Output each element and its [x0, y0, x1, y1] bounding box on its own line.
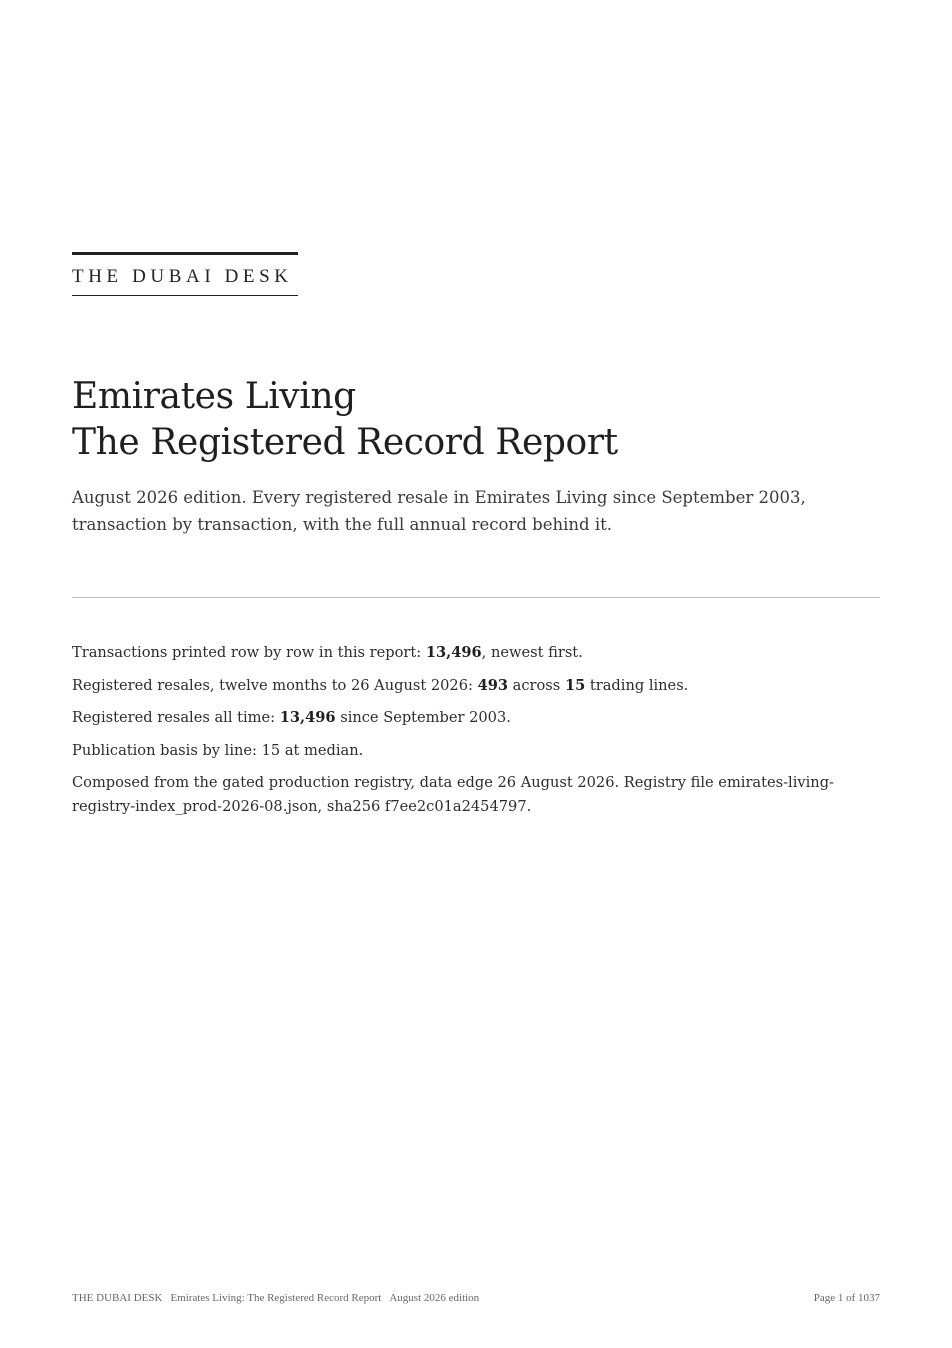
key-facts: [72, 641, 880, 828]
report-title: [72, 374, 618, 466]
report-intro: August 2026 edition. Every registered resale in Emirates Living since September 2003, transaction by transaction, with the full annual record behind it.: [72, 488, 806, 534]
report-title-line-2: The Registered Record Report: [72, 422, 618, 463]
footer-publication: THE DUBAI DESK: [72, 1292, 163, 1304]
masthead: [72, 252, 298, 296]
fact-all-time-count: 13,496: [279, 709, 336, 726]
fact-twelve-month-resales: [72, 674, 880, 698]
fact-twelve-month-suffix: trading lines.: [585, 676, 689, 694]
fact-twelve-month-lines: 15: [564, 676, 586, 694]
footer-edition: August 2026 edition: [389, 1292, 480, 1304]
footer-running-title: [72, 1291, 479, 1305]
masthead-name: THE DUBAI DESK: [72, 266, 293, 287]
fact-twelve-month-count: 493: [477, 676, 509, 694]
page-number: Page 1 of 1037: [813, 1292, 880, 1304]
fact-twelve-month-middle: across: [508, 676, 565, 694]
fact-printed-transactions: [72, 641, 880, 665]
fact-all-time-prefix: Registered resales all time:: [72, 709, 280, 726]
report-cover-page: [72, 0, 880, 1348]
fact-all-time-resales: [72, 706, 880, 730]
fact-data-source: Composed from the gated production registry, data edge 26 August 2026. Registry file emirates-living-registry-index_prod-2026-08.json, sha256 f7ee2c01a2454797.: [72, 774, 834, 815]
section-divider: [72, 597, 880, 598]
fact-publication-basis: Publication basis by line: 15 at median.: [72, 741, 364, 759]
fact-printed-count: 13,496: [425, 644, 482, 661]
fact-all-time-suffix: since September 2003.: [335, 709, 511, 726]
fact-printed-prefix: Transactions printed row by row in this report:: [72, 644, 426, 661]
fact-printed-suffix: , newest first.: [481, 644, 583, 661]
fact-twelve-month-prefix: Registered resales, twelve months to 26 August 2026:: [72, 676, 478, 694]
report-title-line-1: Emirates Living: [72, 376, 356, 417]
footer-report-name: Emirates Living: The Registered Record Report: [170, 1292, 382, 1304]
